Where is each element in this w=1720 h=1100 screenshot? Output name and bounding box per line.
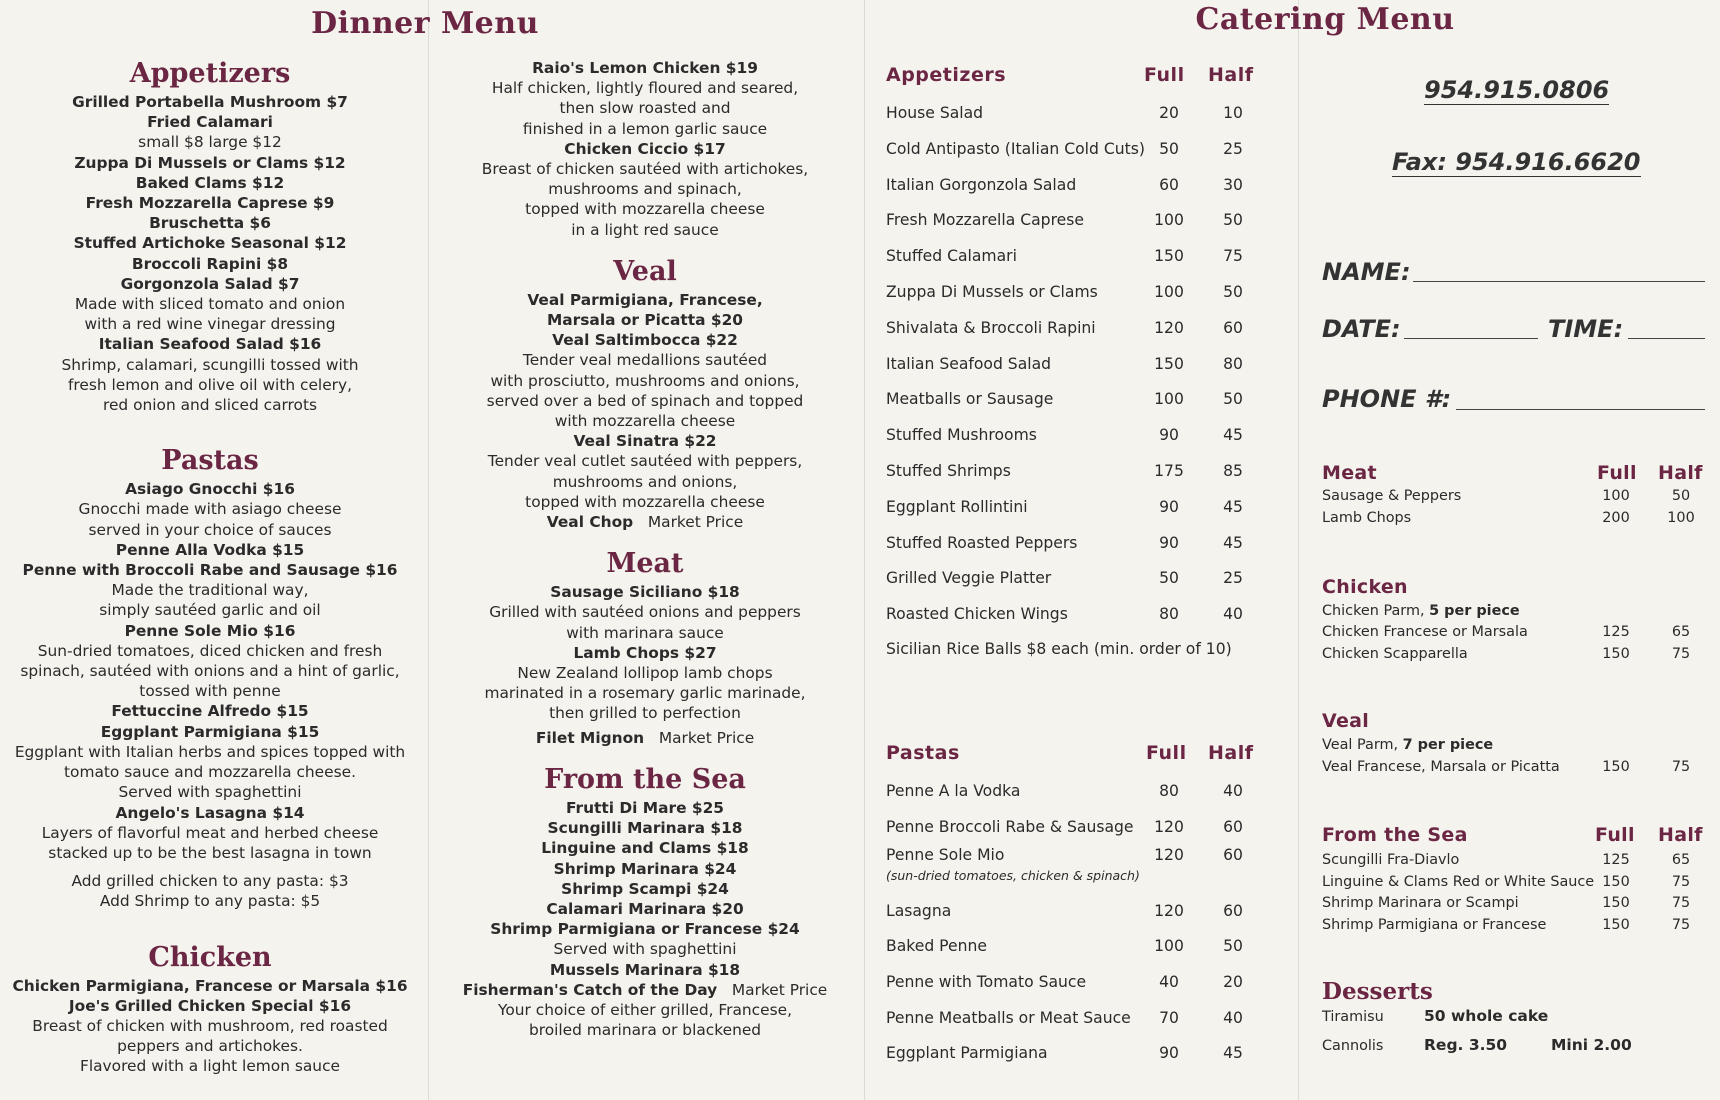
full-label: Full <box>1595 824 1635 846</box>
filet-mignon-line <box>440 728 850 748</box>
full-price: 40 <box>1159 973 1179 991</box>
menu-item-name: Lamb Chops $27 <box>573 643 717 662</box>
appetizers-list <box>8 92 412 415</box>
half-price: 40 <box>1223 1009 1243 1027</box>
menu-item-name: Gorgonzola Salad $7 <box>120 274 300 293</box>
desserts-heading: Desserts <box>1322 978 1433 1005</box>
full-price: 150 <box>1154 354 1184 373</box>
menu-item-description: peppers and artichokes. <box>117 1037 303 1056</box>
menu-item-name: Shrimp Marinara $24 <box>553 859 737 878</box>
menu-item-name: Frutti Di Mare $25 <box>565 798 725 817</box>
full-price: 150 <box>1602 646 1630 662</box>
full-price: 90 <box>1159 533 1179 552</box>
right-sea-heading: From the Sea <box>1322 824 1468 846</box>
menu-item-name: Raio's Lemon Chicken $19 <box>532 59 758 77</box>
half-price: 75 <box>1223 247 1243 266</box>
full-price: 80 <box>1159 782 1179 800</box>
menu-item-description: with marinara sauce <box>566 623 724 642</box>
menu-item-name: Joe's Grilled Chicken Special $16 <box>68 996 352 1015</box>
time-label: TIME: <box>1548 315 1624 343</box>
menu-item-name: Bruschetta $6 <box>149 214 271 233</box>
menu-item-name: Marsala or Picatta $20 <box>546 311 744 330</box>
full-price: 125 <box>1602 852 1630 868</box>
pasta-addon: Add Shrimp to any pasta: $5 <box>99 892 321 911</box>
name-field[interactable] <box>1413 255 1705 282</box>
full-price: 120 <box>1154 902 1184 920</box>
half-price: 80 <box>1223 354 1243 373</box>
full-price: 50 <box>1159 139 1179 158</box>
menu-item-name: Fettuccine Alfredo $15 <box>111 702 309 721</box>
full-price: 150 <box>1602 895 1630 911</box>
full-price: 100 <box>1602 488 1630 504</box>
menu-item-name: Calamari Marinara $20 <box>546 899 744 918</box>
menu-item-name: Grilled Portabella Mushroom $7 <box>72 93 348 111</box>
menu-item-description: mushrooms and spinach, <box>548 180 742 199</box>
half-price: 30 <box>1223 175 1243 194</box>
fold-line <box>1298 0 1299 1100</box>
full-price: 175 <box>1154 462 1184 480</box>
full-price: 120 <box>1154 818 1184 836</box>
half-price: 75 <box>1671 895 1691 911</box>
half-label: Half <box>1658 824 1703 846</box>
veal-heading: Veal <box>613 255 677 287</box>
dinner-column-1 <box>8 56 412 1077</box>
catch-line <box>440 980 850 1000</box>
half-price: 20 <box>1223 973 1243 991</box>
date-field[interactable] <box>1404 312 1538 339</box>
menu-item-description: Grilled with sautéed onions and peppers <box>489 603 801 622</box>
chicken-parm-price: 5 per piece <box>1429 603 1520 619</box>
appetizers-heading: Appetizers <box>129 58 291 89</box>
catering-item-name: Grilled Veggie Platter <box>886 569 1052 588</box>
menu-item-name: Italian Seafood Salad $16 <box>98 335 322 354</box>
menu-item-description: mushrooms and onions, <box>552 472 738 491</box>
chicken-list <box>8 976 412 1077</box>
half-label: Half <box>1208 742 1254 764</box>
menu-item-name: Mussels Marinara $18 <box>549 960 741 979</box>
sea-heading: From the Sea <box>544 763 746 795</box>
catering-item-name: Stuffed Shrimps <box>886 462 1011 480</box>
catering-item-name: Meatballs or Sausage <box>886 390 1054 409</box>
menu-item-name: Stuffed Artichoke Seasonal $12 <box>73 234 347 253</box>
menu-item-description: Served with spaghettini <box>553 940 737 959</box>
catering-item-name: Penne A la Vodka <box>886 782 1021 800</box>
full-price: 90 <box>1159 1044 1179 1062</box>
full-price: 125 <box>1602 624 1630 640</box>
chicken-parm-name: Chicken Parm, <box>1322 603 1425 619</box>
menu-item-description: topped with mozzarella cheese <box>525 200 765 219</box>
menu-item-name: Eggplant Parmigiana $15 <box>100 722 320 741</box>
menu-item-description: Gnocchi made with asiago cheese <box>78 500 342 519</box>
catering-item-name: Scungilli Fra-Diavlo <box>1322 852 1460 868</box>
full-price: 200 <box>1602 510 1630 526</box>
veal-parm-line <box>1322 737 1493 753</box>
menu-item-description: served in your choice of sauces <box>88 520 332 539</box>
menu-item-name: Linguine and Clams $18 <box>541 839 749 858</box>
catering-item-name: Cold Antipasto (Italian Cold Cuts) <box>886 139 1145 158</box>
catering-right-panel <box>1310 0 1710 1100</box>
menu-item-name: Penne with Broccoli Rabe and Sausage $16 <box>22 561 398 580</box>
rice-balls-note: Sicilian Rice Balls $8 each (min. order of 10) <box>886 640 1232 658</box>
phone-field[interactable] <box>1456 383 1705 410</box>
full-label: Full <box>1597 462 1637 484</box>
dinner-column-2 <box>440 58 850 1040</box>
full-price: 70 <box>1159 1009 1179 1027</box>
menu-item-name: Veal Parmigiana, Francese, <box>527 290 763 309</box>
half-label: Half <box>1658 462 1703 484</box>
half-price: 60 <box>1223 318 1243 337</box>
catch-desc: broiled marinara or blackened <box>528 1021 762 1040</box>
full-price: 150 <box>1602 916 1630 933</box>
menu-item-description: Made with sliced tomato and onion <box>74 295 346 314</box>
name-label: NAME: <box>1322 258 1411 286</box>
chicken-parm-line <box>1322 603 1520 619</box>
half-price: 75 <box>1671 916 1691 933</box>
cannolis-reg-price: Reg. 3.50 <box>1424 1036 1508 1054</box>
menu-item-description: in a light red sauce <box>571 220 719 239</box>
catering-item-name: Stuffed Calamari <box>886 247 1017 266</box>
catering-item-name: Chicken Francese or Marsala <box>1322 624 1528 640</box>
veal-parm-name: Veal Parm, <box>1322 737 1399 753</box>
pasta-addon: Add grilled chicken to any pasta: $3 <box>71 872 349 891</box>
menu-item-description: spinach, sautéed with onions and a hint of garlic, <box>20 662 400 681</box>
half-price: 45 <box>1223 533 1243 552</box>
catering-item-name: House Salad <box>886 104 984 122</box>
menu-item-name: Sausage Siciliano $18 <box>550 583 740 602</box>
catering-item-name: Shivalata & Broccoli Rapini <box>886 318 1096 337</box>
menu-item-description: red onion and sliced carrots <box>102 396 318 415</box>
menu-item-description: then slow roasted and <box>559 99 731 118</box>
catering-item-name: Linguine & Clams Red or White Sauce <box>1322 873 1595 890</box>
fold-line <box>864 0 865 1100</box>
menu-item-name: Angelo's Lasagna $14 <box>115 803 305 822</box>
catering-item-name: Shrimp Parmigiana or Francese <box>1322 916 1547 933</box>
full-price: 100 <box>1154 937 1184 955</box>
menu-item-name: Baked Clams $12 <box>135 173 285 192</box>
menu-item-description: marinated in a rosemary garlic marinade, <box>484 684 806 703</box>
menu-item-name: Penne Sole Mio $16 <box>124 621 296 640</box>
half-price: 10 <box>1223 104 1243 122</box>
veal-parm-price: 7 per piece <box>1402 737 1494 753</box>
fold-line <box>428 0 429 1100</box>
menu-item-description: served over a bed of spinach and topped <box>486 391 804 410</box>
menu-item-description: Eggplant with Italian herbs and spices topped with <box>14 742 406 761</box>
catering-item-name: Zuppa Di Mussels or Clams <box>886 283 1098 301</box>
chicken-heading: Chicken <box>148 941 272 973</box>
menu-item-name: Shrimp Parmigiana or Francese $24 <box>490 920 800 939</box>
menu-item-description: with a red wine vinegar dressing <box>84 315 336 334</box>
chicken-continued-list <box>440 58 850 240</box>
catering-item-name: Stuffed Roasted Peppers <box>886 533 1078 552</box>
veal-list <box>440 290 850 512</box>
full-price: 150 <box>1602 873 1630 890</box>
catering-appetizers-heading: Appetizers <box>886 64 1007 86</box>
full-price: 100 <box>1154 283 1184 301</box>
meat-list <box>440 582 850 723</box>
menu-item-description: Layers of flavorful meat and herbed cheese <box>41 823 379 842</box>
full-price: 100 <box>1154 390 1184 409</box>
half-price: 40 <box>1223 782 1243 800</box>
half-price: 25 <box>1223 139 1243 158</box>
catch-name: Fisherman's Catch of the Day <box>462 980 718 999</box>
phone-label: PHONE #: <box>1322 385 1452 413</box>
menu-item-name: Broccoli Rapini $8 <box>131 254 289 273</box>
pastas-list <box>8 479 412 863</box>
half-price: 50 <box>1223 937 1243 955</box>
menu-item-description: Tender veal medallions sautéed <box>522 351 768 370</box>
right-chicken-heading: Chicken <box>1322 576 1408 598</box>
full-price: 90 <box>1159 426 1179 445</box>
menu-item-description: with prosciutto, mushrooms and onions, <box>490 371 800 390</box>
half-price: 50 <box>1223 211 1243 230</box>
catering-item-name: Chicken Scapparella <box>1322 646 1468 662</box>
tiramisu-label: Tiramisu <box>1322 1009 1384 1025</box>
full-price: 90 <box>1159 497 1179 516</box>
half-price: 100 <box>1667 510 1695 526</box>
half-price: 50 <box>1223 390 1243 409</box>
menu-item-description: Shrimp, calamari, scungilli tossed with <box>61 355 359 374</box>
menu-item-description: with mozzarella cheese <box>554 412 736 431</box>
catering-item-name: Sausage & Peppers <box>1322 488 1462 504</box>
catering-item-name: Eggplant Parmigiana <box>886 1044 1048 1062</box>
time-field[interactable] <box>1628 312 1705 339</box>
full-price: 100 <box>1154 211 1184 230</box>
filet-mignon-name: Filet Mignon <box>535 728 645 747</box>
menu-item-description: tossed with penne <box>139 682 281 701</box>
menu-item-name: Veal Saltimbocca $22 <box>552 331 738 350</box>
full-price: 150 <box>1154 247 1184 266</box>
tiramisu-price: 50 whole cake <box>1424 1007 1549 1025</box>
catering-item-name: Baked Penne <box>886 937 987 955</box>
menu-item-name: Chicken Parmigiana, Francese or Marsala $16 <box>12 976 408 995</box>
menu-item-name: Scungilli Marinara $18 <box>547 819 743 838</box>
catering-item-name: Italian Gorgonzola Salad <box>886 175 1077 194</box>
full-price: 50 <box>1159 569 1179 588</box>
catering-appetizers <box>886 0 1286 1100</box>
catering-item-name: Lasagna <box>886 902 952 920</box>
half-price: 45 <box>1223 497 1243 516</box>
catch-price: Market Price <box>731 980 828 999</box>
menu-item-description: stacked up to be the best lasagna in town <box>48 843 372 862</box>
cannolis-mini-price: Mini 2.00 <box>1551 1036 1632 1054</box>
sea-list <box>440 798 850 980</box>
half-price: 60 <box>1223 818 1243 836</box>
menu-item-description: Sun-dried tomatoes, diced chicken and fresh <box>37 641 383 660</box>
full-label: Full <box>1146 742 1187 764</box>
half-price: 75 <box>1671 646 1691 662</box>
menu-item-description: small $8 large $12 <box>138 133 282 152</box>
catering-item-name: Penne Sole Mio <box>886 846 1005 864</box>
menu-item-description: Half chicken, lightly floured and seared, <box>491 79 799 98</box>
veal-chop-name: Veal Chop <box>546 513 634 532</box>
half-price: 65 <box>1671 624 1691 640</box>
catering-pastas-heading: Pastas <box>886 742 960 764</box>
menu-item-name: Penne Alla Vodka $15 <box>115 540 305 559</box>
menu-item-description: Breast of chicken with mushroom, red roasted <box>32 1016 388 1035</box>
catering-item-name: Stuffed Mushrooms <box>886 426 1037 445</box>
half-price: 60 <box>1223 902 1243 920</box>
cannolis-label: Cannolis <box>1322 1038 1384 1054</box>
menu-item-description: Tender veal cutlet sautéed with peppers, <box>487 452 803 471</box>
full-label: Full <box>1144 64 1185 86</box>
half-price: 45 <box>1223 426 1243 445</box>
half-price: 25 <box>1223 569 1243 588</box>
menu-item-name: Chicken Ciccio $17 <box>564 139 726 158</box>
menu-item-description: Flavored with a light lemon sauce <box>79 1057 340 1076</box>
menu-item-description: New Zealand lollipop lamb chops <box>517 664 773 683</box>
menu-item-description: finished in a lemon garlic sauce <box>522 119 768 138</box>
catering-item-name: Eggplant Rollintini <box>886 497 1028 516</box>
half-price: 65 <box>1671 852 1691 868</box>
menu-item-description: Made the traditional way, <box>111 581 309 600</box>
catering-item-name: Penne with Tomato Sauce <box>886 973 1087 991</box>
right-veal-heading: Veal <box>1322 710 1370 732</box>
menu-item-name: Zuppa Di Mussels or Clams $12 <box>74 153 346 172</box>
catering-menu-title: Catering Menu <box>1195 2 1455 37</box>
menu-item-description: simply sautéed garlic and oil <box>99 601 321 620</box>
fax-number[interactable]: Fax: 954.916.6620 <box>1392 148 1641 176</box>
catering-item-name: Penne Meatballs or Meat Sauce <box>886 1009 1131 1027</box>
half-price: 40 <box>1223 605 1243 624</box>
menu-item-description: then grilled to perfection <box>549 704 741 723</box>
filet-mignon-price: Market Price <box>658 728 755 747</box>
catering-item-name: Fresh Mozzarella Caprese <box>886 211 1084 230</box>
half-label: Half <box>1208 64 1254 86</box>
full-price: 20 <box>1159 104 1179 122</box>
menu-item-description: tomato sauce and mozzarella cheese. <box>64 763 356 782</box>
catch-desc: Your choice of either grilled, Francese, <box>498 1000 792 1019</box>
full-price: 120 <box>1154 846 1184 864</box>
phone-number[interactable]: 954.915.0806 <box>1424 76 1610 104</box>
date-label: DATE: <box>1322 315 1401 343</box>
pastas-heading: Pastas <box>161 445 259 477</box>
right-meat-heading: Meat <box>1322 462 1377 484</box>
menu-item-name: Asiago Gnocchi $16 <box>125 480 295 499</box>
full-price: 120 <box>1154 318 1184 337</box>
catering-item-name: Italian Seafood Salad <box>886 354 1052 373</box>
menu-item-description: fresh lemon and olive oil with celery, <box>67 375 353 394</box>
half-price: 75 <box>1671 873 1691 890</box>
catering-item-name: Penne Broccoli Rabe & Sausage <box>886 818 1134 836</box>
half-price: 60 <box>1223 846 1243 864</box>
full-price: 60 <box>1159 175 1179 194</box>
full-price: 150 <box>1602 759 1630 775</box>
menu-item-name: Fresh Mozzarella Caprese $9 <box>85 194 335 213</box>
veal-chop-price: Market Price <box>647 513 744 532</box>
half-price: 45 <box>1223 1044 1243 1062</box>
menu-item-name: Veal Sinatra $22 <box>573 432 717 451</box>
full-price: 80 <box>1159 605 1179 624</box>
menu-item-name: Shrimp Scampi $24 <box>561 879 729 898</box>
half-price: 85 <box>1223 462 1243 480</box>
catering-item-name: Veal Francese, Marsala or Picatta <box>1322 759 1560 775</box>
sole-mio-note: (sun-dried tomatoes, chicken & spinach) <box>886 868 1140 883</box>
half-price: 50 <box>1671 488 1691 504</box>
meat-heading: Meat <box>606 548 684 580</box>
menu-item-description: topped with mozzarella cheese <box>525 492 765 511</box>
half-price: 75 <box>1671 759 1691 775</box>
half-price: 50 <box>1223 283 1243 301</box>
catering-item-name: Roasted Chicken Wings <box>886 605 1068 624</box>
menu-item-description: Served with spaghettini <box>118 783 302 802</box>
catering-item-name: Lamb Chops <box>1322 510 1412 526</box>
catering-item-name: Shrimp Marinara or Scampi <box>1322 895 1519 911</box>
veal-chop-line <box>440 512 850 532</box>
menu-item-name: Fried Calamari <box>147 113 273 132</box>
dinner-menu-title: Dinner Menu <box>311 6 539 41</box>
menu-item-description: Breast of chicken sautéed with artichokes, <box>481 160 809 179</box>
